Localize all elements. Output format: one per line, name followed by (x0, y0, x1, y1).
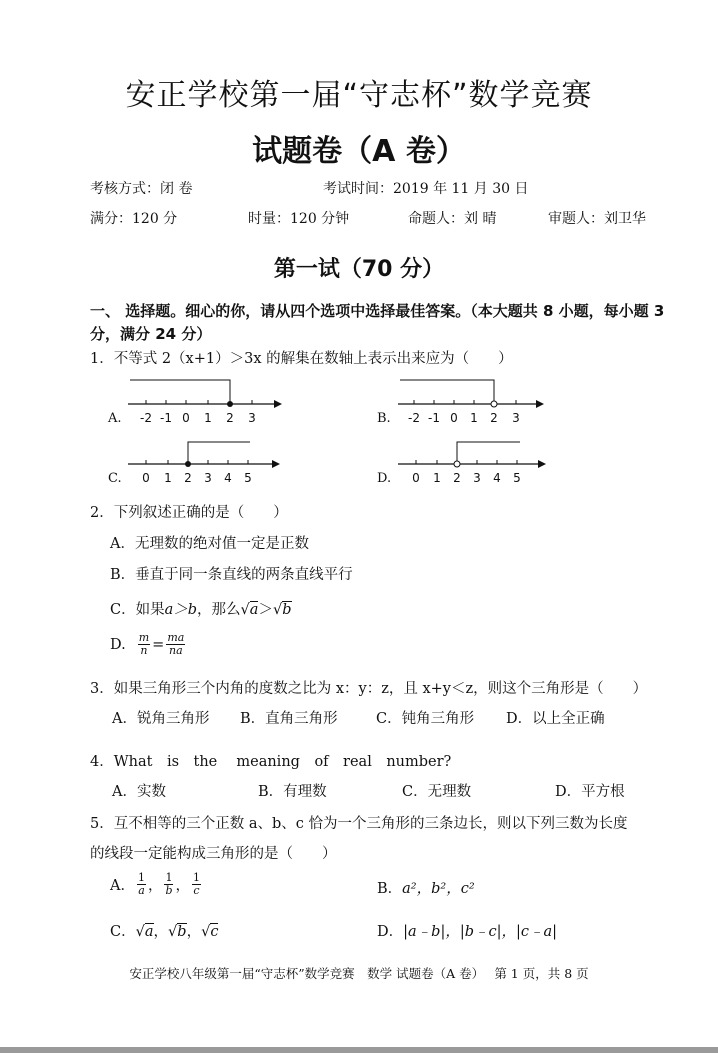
q3-option-c: C．钝角三角形 (376, 711, 475, 727)
tick-label: 4 (224, 471, 232, 485)
setter: 命题人：刘 晴 (408, 211, 497, 227)
tick-label: 2 (184, 471, 192, 485)
q5-stem-line2: 的线段一定能构成三角形的是（ ） (90, 846, 337, 862)
tick-label: 1 (433, 471, 441, 485)
tick-label: 2 (226, 411, 234, 425)
q2-c-root-a: a (249, 602, 259, 618)
q2-c-prefix: C．如果 (110, 602, 165, 618)
q5-c-prefix: C． (110, 924, 136, 940)
tick-label: 0 (182, 411, 190, 425)
tick-label: 0 (142, 471, 150, 485)
numerator: 1 (192, 871, 200, 884)
tick-label: -2 (140, 411, 152, 425)
q1-stem: 1．不等式 2（x+1）＞3x 的解集在数轴上表示出来应为（ ） (90, 351, 513, 367)
q1-numberline-a (128, 374, 283, 430)
q5-a-frac-3 (192, 872, 201, 897)
q4-option-b: B．有理数 (258, 784, 327, 800)
tick-label: -1 (160, 411, 172, 425)
numerator: m (138, 631, 150, 644)
q3-option-d: D．以上全正确 (506, 711, 605, 727)
q1-numberline-d (398, 436, 550, 492)
q1-numberline-c (128, 436, 283, 492)
denominator: na (168, 644, 183, 657)
section-title: 第一试（70 分） (273, 257, 445, 282)
exam-time: 考试时间：2019 年 11 月 30 日 (323, 181, 529, 197)
q5-a-frac-2 (164, 872, 173, 897)
q2-option-d (110, 632, 187, 657)
q5-c-root-c: c (210, 924, 219, 940)
q5-option-a (110, 872, 203, 897)
tick-label: 3 (204, 471, 212, 485)
page-footer: 安正学校八年级第一届“守志杯”数学竞赛 数学 试题卷（A 卷） 第 1 页，共 8 页 (129, 966, 589, 981)
q5-b-prefix: B． (377, 881, 403, 897)
q2-d-prefix: D. (110, 636, 126, 653)
exam-subtitle: 试题卷（A 卷） (252, 134, 466, 169)
denominator: b (165, 884, 173, 897)
tick-label: 3 (248, 411, 256, 425)
bottom-scroll-bar (0, 1047, 718, 1053)
q2-stem: 2．下列叙述正确的是（ ） (90, 505, 288, 521)
q3-option-b: B．直角三角形 (240, 711, 338, 727)
tick-label: 1 (204, 411, 212, 425)
q5-stem-line1: 5．互不相等的三个正数 a、b、c 恰为一个三角形的三条边长，则以下列三数为长度 (90, 816, 628, 832)
tick-label: 5 (244, 471, 252, 485)
part-instructions: 一、 选择题。细心的你，请从四个选项中选择最佳答案。（本大题共 8 小题，每小题 3 分，满分 24 分） (90, 302, 665, 343)
q5-option-d (377, 920, 557, 941)
tick-label: 1 (164, 471, 172, 485)
q2-d-fraction-left (138, 632, 150, 657)
separator: ， (153, 924, 169, 940)
numerator: ma (167, 631, 185, 644)
separator: ， (175, 878, 190, 894)
numerator: 1 (137, 871, 145, 884)
q2-option-a: A．无理数的绝对值一定是正数 (110, 536, 309, 552)
separator: ， (147, 878, 163, 894)
tick-label: -2 (408, 411, 420, 425)
separator: ， (186, 924, 202, 940)
q2-c-root-b: b (282, 602, 292, 618)
q5-a-frac-1 (137, 872, 146, 897)
exam-mode: 考核方式：闭 卷 (90, 181, 193, 197)
q2-c-mid: ，那么 (197, 602, 241, 618)
tick-label: 5 (513, 471, 521, 485)
q5-c-root-a: a (144, 924, 154, 940)
tick-label: 4 (493, 471, 501, 485)
q1-numberline-b (398, 374, 548, 430)
numerator: 1 (165, 871, 173, 884)
denominator: c (193, 884, 200, 897)
q2-c-condition: a＞b (164, 602, 198, 618)
q5-d-values: |a﹣b|，|b﹣c|，|c﹣a| (403, 924, 558, 940)
tick-label: 3 (512, 411, 520, 425)
q2-c-gt: ＞ (258, 602, 273, 618)
q5-d-prefix: D． (377, 924, 404, 940)
tick-label: 2 (490, 411, 498, 425)
q2-option-b: B．垂直于同一条直线的两条直线平行 (110, 567, 353, 583)
q2-d-fraction-right (166, 632, 185, 657)
q5-b-values: a²，b²，c² (402, 881, 475, 897)
tick-label: 0 (412, 471, 420, 485)
q1-label-c: C. (108, 471, 122, 486)
reviewer: 审题人：刘卫华 (548, 211, 646, 227)
q1-label-a: A. (108, 411, 122, 426)
q4-stem: 4．What is the meaning of real number? (90, 754, 452, 770)
q2-option-c: C．如果a＞b，那么√a＞√b (110, 602, 292, 618)
q1-label-b: B. (377, 411, 391, 426)
q3-stem: 3．如果三角形三个内角的度数之比为 x：y：z，且 x+y＜z，则这个三角形是（ ） (90, 681, 648, 697)
tick-label: -1 (428, 411, 440, 425)
denominator: a (138, 884, 145, 897)
denominator: n (140, 644, 148, 657)
q5-c-root-b: b (177, 924, 187, 940)
full-score: 满分：120 分 (90, 211, 178, 227)
q5-a-prefix: A． (110, 878, 135, 894)
q3-option-a: A．锐角三角形 (112, 711, 210, 727)
tick-label: 2 (453, 471, 461, 485)
q2-d-eq: = (152, 636, 165, 653)
q4-option-d: D．平方根 (555, 784, 625, 800)
q5-option-b (377, 877, 475, 898)
duration: 时量：120 分钟 (248, 211, 350, 227)
q4-option-c: C．无理数 (402, 784, 472, 800)
q1-label-d: D. (377, 471, 392, 486)
q4-option-a: A．实数 (112, 784, 166, 800)
q5-option-c: C．√a，√b，√c (110, 924, 219, 940)
tick-label: 1 (470, 411, 478, 425)
tick-label: 0 (450, 411, 458, 425)
exam-title: 安正学校第一届“守志杯”数学竞赛 (125, 78, 593, 113)
tick-label: 3 (473, 471, 481, 485)
